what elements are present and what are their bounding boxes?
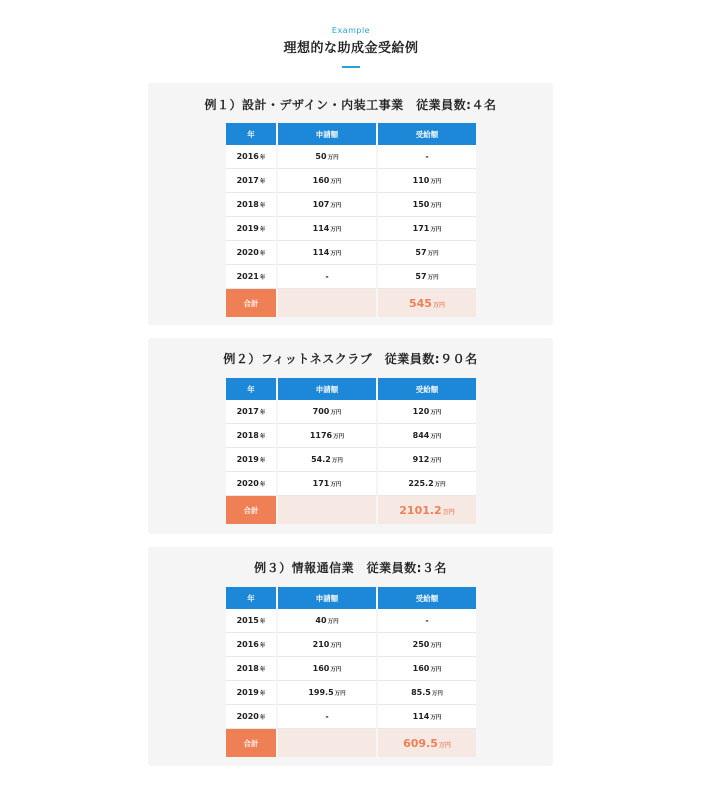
unit-label: 年 [259, 667, 266, 673]
table-row [226, 681, 476, 705]
unit-label: 年 [259, 458, 266, 464]
cell-value: 114 [312, 224, 330, 233]
unit-label: 万円 [330, 643, 342, 649]
received-cell [376, 400, 476, 424]
total-row [226, 496, 476, 524]
unit-label: 万円 [427, 251, 439, 257]
unit-label: 万円 [430, 410, 442, 416]
cell-value: 57 [415, 272, 427, 281]
year-cell [226, 448, 276, 472]
total-row [226, 729, 476, 757]
unit-label: 万円 [430, 667, 442, 673]
year-cell [226, 217, 276, 241]
cell-value: 2018 [236, 664, 259, 673]
unit-label: 年 [259, 643, 266, 649]
unit-label: 万円 [330, 667, 342, 673]
table-row [226, 217, 476, 241]
table-row [226, 472, 476, 496]
cell-value: 2017 [236, 176, 259, 185]
year-cell [226, 400, 276, 424]
cell-value: 2019 [236, 688, 259, 697]
cell-value: 114 [312, 248, 330, 257]
total-blank-cell [276, 729, 376, 757]
grant-table [226, 123, 476, 317]
year-cell [226, 424, 276, 448]
unit-label: 万円 [330, 482, 342, 488]
received-cell [376, 265, 476, 289]
unit-label: 万円 [430, 643, 442, 649]
section-header [0, 0, 702, 68]
year-cell [226, 169, 276, 193]
cell-value: 40 [315, 616, 327, 625]
applied-cell [276, 633, 376, 657]
received-cell [376, 193, 476, 217]
applied-cell [276, 217, 376, 241]
total-blank-cell [276, 289, 376, 317]
cell-value: 50 [315, 152, 327, 161]
unit-label: 年 [259, 203, 266, 209]
section-eyebrow: Example [331, 26, 371, 35]
received-cell [376, 705, 476, 729]
grant-table [226, 378, 476, 524]
applied-cell [276, 400, 376, 424]
cell-value: 2019 [236, 455, 259, 464]
total-row [226, 289, 476, 317]
applied-cell [276, 681, 376, 705]
column-header-applied: 申請額 [276, 378, 376, 400]
column-header-year: 年 [226, 378, 276, 400]
cell-value: 545 [409, 296, 432, 310]
table-row [226, 400, 476, 424]
column-header-applied: 申請額 [276, 587, 376, 609]
title-underline [342, 66, 360, 68]
cell-value: 2018 [236, 431, 259, 440]
year-cell [226, 657, 276, 681]
total-label: 合計 [226, 289, 276, 317]
unit-label: 万円 [333, 434, 345, 440]
unit-label: 年 [259, 691, 266, 697]
unit-label: 万円 [330, 227, 342, 233]
applied-cell [276, 169, 376, 193]
example-card-1 [148, 83, 553, 325]
table-row [226, 424, 476, 448]
cell-value: 225.2 [408, 479, 434, 488]
cell-value: 57 [415, 248, 427, 257]
total-value [376, 289, 476, 317]
year-cell [226, 681, 276, 705]
example-title: 例１）設計・デザイン・内装工事業 従業員数:４名 [204, 98, 497, 112]
example-title: 例２）フィットネスクラブ 従業員数:９０名 [223, 352, 478, 366]
cell-value: 171 [412, 224, 430, 233]
cell-value: 120 [412, 407, 430, 416]
cell-value: 160 [312, 176, 330, 185]
cell-value: 114 [412, 712, 430, 721]
column-header-year: 年 [226, 123, 276, 145]
applied-cell [276, 241, 376, 265]
applied-cell [276, 145, 376, 169]
applied-cell [276, 609, 376, 633]
unit-label: 万円 [330, 251, 342, 257]
unit-label: 年 [259, 155, 266, 161]
applied-cell [276, 193, 376, 217]
cell-value: 844 [412, 431, 430, 440]
cell-value: 2020 [236, 712, 259, 721]
cell-value: 2020 [236, 248, 259, 257]
cell-value: 609.5 [403, 736, 438, 750]
total-value [376, 729, 476, 757]
unit-label: 年 [259, 619, 266, 625]
unit-label: 万円 [430, 458, 442, 464]
year-cell [226, 609, 276, 633]
unit-label: 万円 [430, 434, 442, 440]
unit-label: 年 [259, 434, 266, 440]
table-body [226, 609, 476, 757]
cell-value: 2016 [236, 152, 259, 161]
table-row [226, 193, 476, 217]
received-cell [376, 241, 476, 265]
applied-cell [276, 448, 376, 472]
received-cell [376, 681, 476, 705]
applied-cell [276, 705, 376, 729]
cell-value: 54.2 [311, 455, 331, 464]
applied-cell [276, 657, 376, 681]
cell-value: 107 [312, 200, 330, 209]
received-cell [376, 472, 476, 496]
cell-value: - [425, 152, 429, 161]
cell-value: 2020 [236, 479, 259, 488]
year-cell [226, 241, 276, 265]
cell-value: 1176 [309, 431, 333, 440]
column-header-received: 受給額 [376, 587, 476, 609]
received-cell [376, 633, 476, 657]
table-row [226, 633, 476, 657]
table-row [226, 169, 476, 193]
column-header-applied: 申請額 [276, 123, 376, 145]
column-header-year: 年 [226, 587, 276, 609]
cell-value: 2021 [236, 272, 259, 281]
unit-label: 万円 [327, 619, 339, 625]
example-title: 例３）情報通信業 従業員数:３名 [254, 561, 447, 575]
year-cell [226, 193, 276, 217]
cell-value: 160 [412, 664, 430, 673]
received-cell [376, 424, 476, 448]
cell-value: 700 [312, 407, 330, 416]
cell-value: 2101.2 [399, 503, 442, 517]
cell-value: 85.5 [411, 688, 431, 697]
received-cell [376, 657, 476, 681]
section-title: 理想的な助成金受給例 [283, 41, 419, 56]
cell-value: 210 [312, 640, 330, 649]
applied-cell [276, 265, 376, 289]
year-cell [226, 145, 276, 169]
cell-value: 150 [412, 200, 430, 209]
applied-cell [276, 424, 376, 448]
year-cell [226, 705, 276, 729]
total-label: 合計 [226, 729, 276, 757]
column-header-received: 受給額 [376, 378, 476, 400]
grant-table [226, 587, 476, 757]
table-row [226, 448, 476, 472]
unit-label: 年 [259, 482, 266, 488]
received-cell [376, 217, 476, 241]
cell-value: 2017 [236, 407, 259, 416]
unit-label: 万円 [330, 179, 342, 185]
table-header-row [226, 587, 476, 609]
unit-label: 万円 [432, 301, 445, 309]
unit-label: 年 [259, 715, 266, 721]
received-cell [376, 609, 476, 633]
table-row [226, 145, 476, 169]
unit-label: 万円 [430, 179, 442, 185]
total-blank-cell [276, 496, 376, 524]
unit-label: 万円 [327, 155, 339, 161]
cell-value: 110 [412, 176, 430, 185]
year-cell [226, 265, 276, 289]
table-row [226, 657, 476, 681]
unit-label: 万円 [430, 227, 442, 233]
cell-value: 250 [412, 640, 430, 649]
cell-value: 2016 [236, 640, 259, 649]
unit-label: 万円 [434, 482, 446, 488]
unit-label: 年 [259, 179, 266, 185]
unit-label: 万円 [330, 203, 342, 209]
cell-value: - [325, 712, 329, 721]
table-row [226, 241, 476, 265]
unit-label: 万円 [330, 410, 342, 416]
cell-value: 912 [412, 455, 430, 464]
unit-label: 万円 [334, 691, 346, 697]
table-header-row [226, 123, 476, 145]
unit-label: 万円 [430, 203, 442, 209]
received-cell [376, 145, 476, 169]
unit-label: 万円 [438, 741, 451, 749]
cell-value: - [325, 272, 329, 281]
table-header-row [226, 378, 476, 400]
table-row [226, 609, 476, 633]
unit-label: 万円 [427, 275, 439, 281]
cell-value: 2015 [236, 616, 259, 625]
cell-value: 199.5 [308, 688, 334, 697]
example-card-3 [148, 547, 553, 766]
unit-label: 万円 [442, 508, 455, 516]
total-value [376, 496, 476, 524]
unit-label: 万円 [430, 715, 442, 721]
cell-value: 2018 [236, 200, 259, 209]
unit-label: 年 [259, 251, 266, 257]
column-header-received: 受給額 [376, 123, 476, 145]
cell-value: 171 [312, 479, 330, 488]
table-body [226, 145, 476, 317]
table-row [226, 705, 476, 729]
unit-label: 年 [259, 275, 266, 281]
unit-label: 万円 [431, 691, 443, 697]
cell-value: 160 [312, 664, 330, 673]
cell-value: - [425, 616, 429, 625]
received-cell [376, 448, 476, 472]
cell-value: 2019 [236, 224, 259, 233]
year-cell [226, 633, 276, 657]
year-cell [226, 472, 276, 496]
unit-label: 年 [259, 227, 266, 233]
received-cell [376, 169, 476, 193]
unit-label: 万円 [331, 458, 343, 464]
unit-label: 年 [259, 410, 266, 416]
table-row [226, 265, 476, 289]
applied-cell [276, 472, 376, 496]
total-label: 合計 [226, 496, 276, 524]
table-body [226, 400, 476, 524]
example-card-2 [148, 338, 553, 534]
